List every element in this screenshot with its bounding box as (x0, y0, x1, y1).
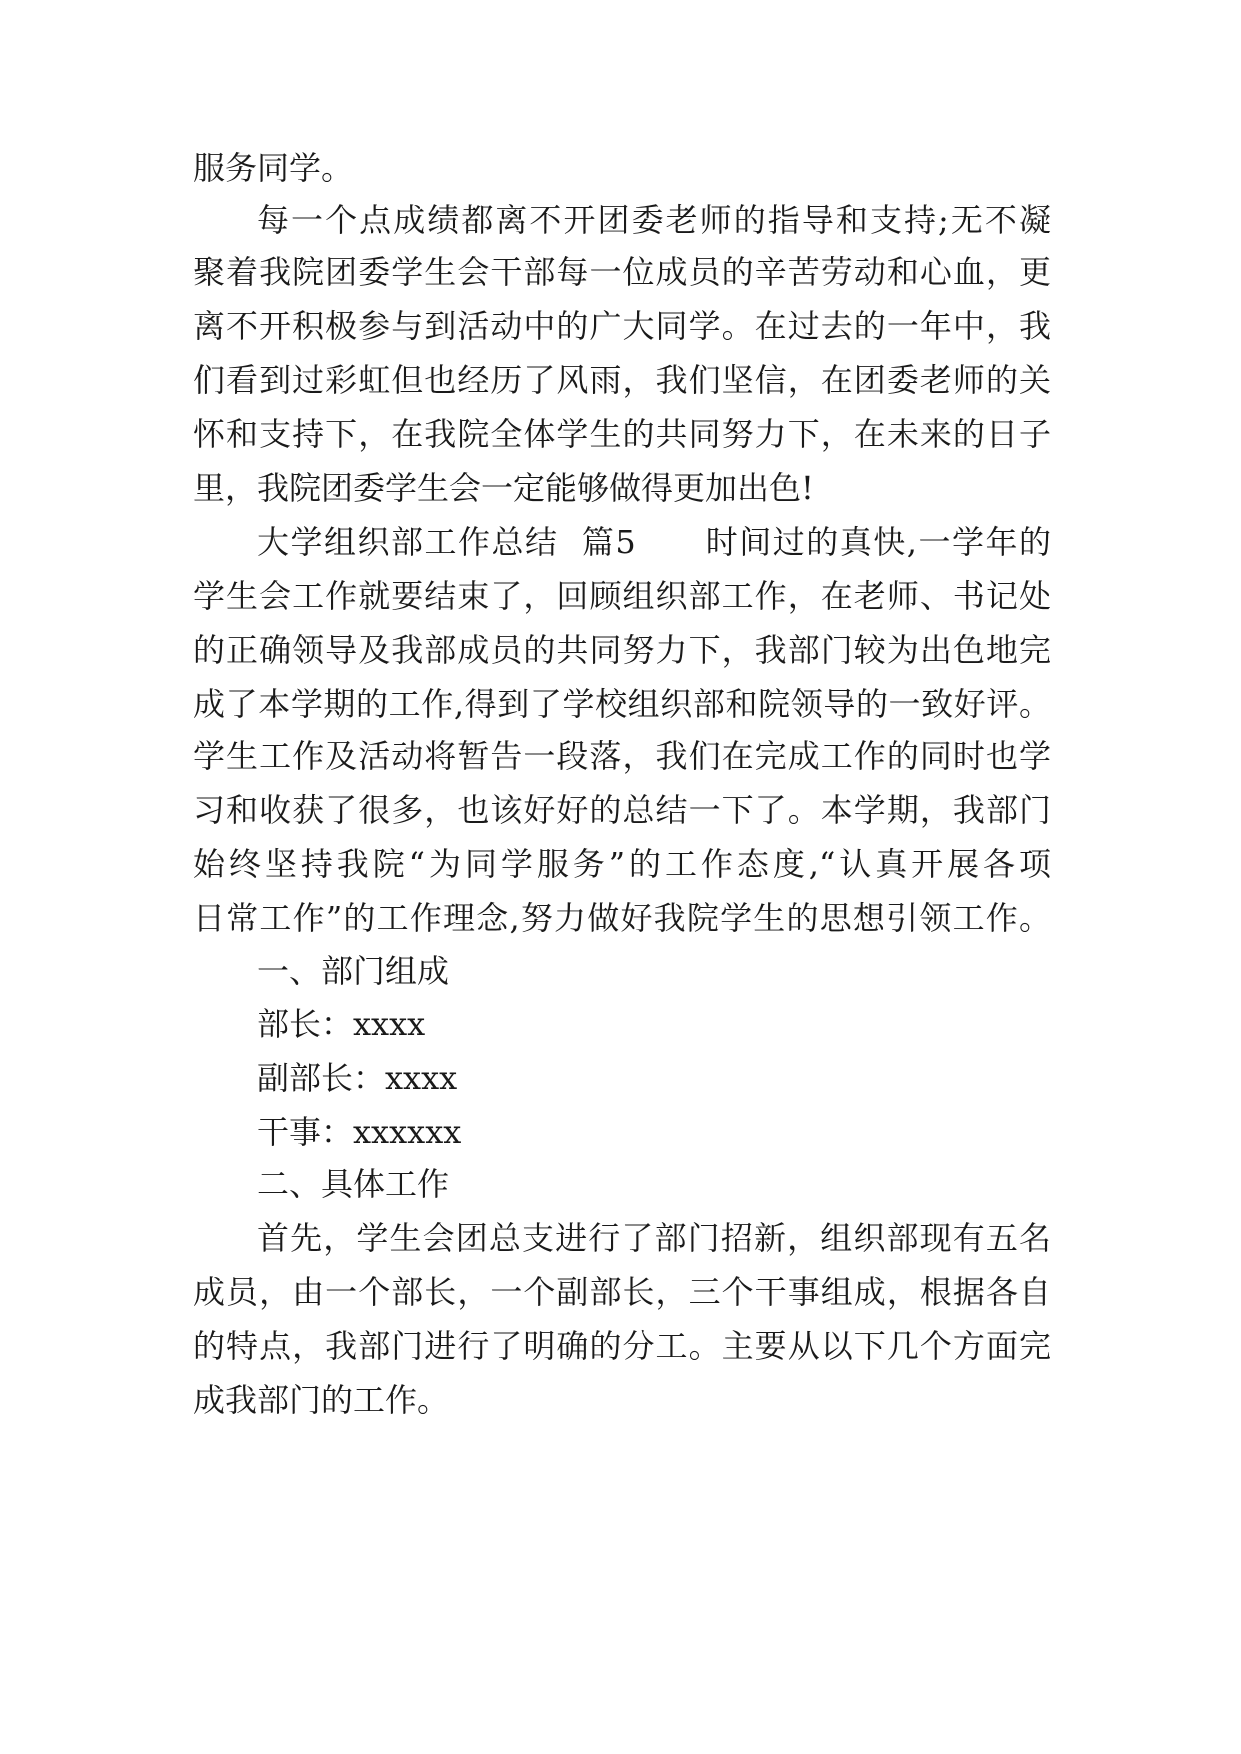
text-line: 首先，学生会团总支进行了部门招新，组织部现有五名 (257, 1219, 1051, 1257)
text-line: 成了本学期的工作,得到了学校组织部和院领导的一致好评。 (193, 685, 1051, 723)
text-line: 干事：xxxxxx (257, 1113, 462, 1151)
text-line: 的正确领导及我部成员的共同努力下，我部门较为出色地完 (193, 631, 1051, 669)
text-line: 离不开积极参与到活动中的广大同学。在过去的一年中，我 (193, 307, 1051, 345)
text-line: 成我部门的工作。 (193, 1381, 450, 1419)
text-line: 怀和支持下，在我院全体学生的共同努力下，在未来的日子 (193, 415, 1051, 453)
text-line: 习和收获了很多，也该好好的总结一下了。本学期，我部门 (193, 791, 1051, 829)
text-line: 大学组织部工作总结 篇5 时间过的真快,一学年的 (257, 523, 1051, 561)
text-line: 日常工作”的工作理念,努力做好我院学生的思想引领工作。 (193, 899, 1051, 937)
text-line: 学生会工作就要结束了，回顾组织部工作，在老师、书记处 (193, 577, 1051, 615)
section-heading: 一、部门组成 (257, 952, 450, 990)
text-line: 副部长：xxxx (257, 1059, 458, 1097)
text-line: 部长：xxxx (257, 1005, 426, 1043)
text-line: 成员，由一个部长，一个副部长，三个干事组成，根据各自 (193, 1273, 1051, 1311)
text-line: 聚着我院团委学生会干部每一位成员的辛苦劳动和心血，更 (193, 253, 1051, 291)
text-line: 每一个点成绩都离不开团委老师的指导和支持;无不凝 (257, 201, 1051, 239)
text-line: 始终坚持我院“为同学服务”的工作态度,“认真开展各项 (193, 845, 1051, 883)
section-heading: 二、具体工作 (257, 1165, 450, 1203)
text-line: 的特点，我部门进行了明确的分工。主要从以下几个方面完 (193, 1327, 1051, 1365)
text-line: 学生工作及活动将暂告一段落，我们在完成工作的同时也学 (193, 737, 1051, 775)
text-line: 服务同学。 (193, 149, 354, 187)
text-line: 们看到过彩虹但也经历了风雨，我们坚信，在团委老师的关 (193, 361, 1051, 399)
text-line: 里，我院团委学生会一定能够做得更加出色! (193, 469, 814, 507)
